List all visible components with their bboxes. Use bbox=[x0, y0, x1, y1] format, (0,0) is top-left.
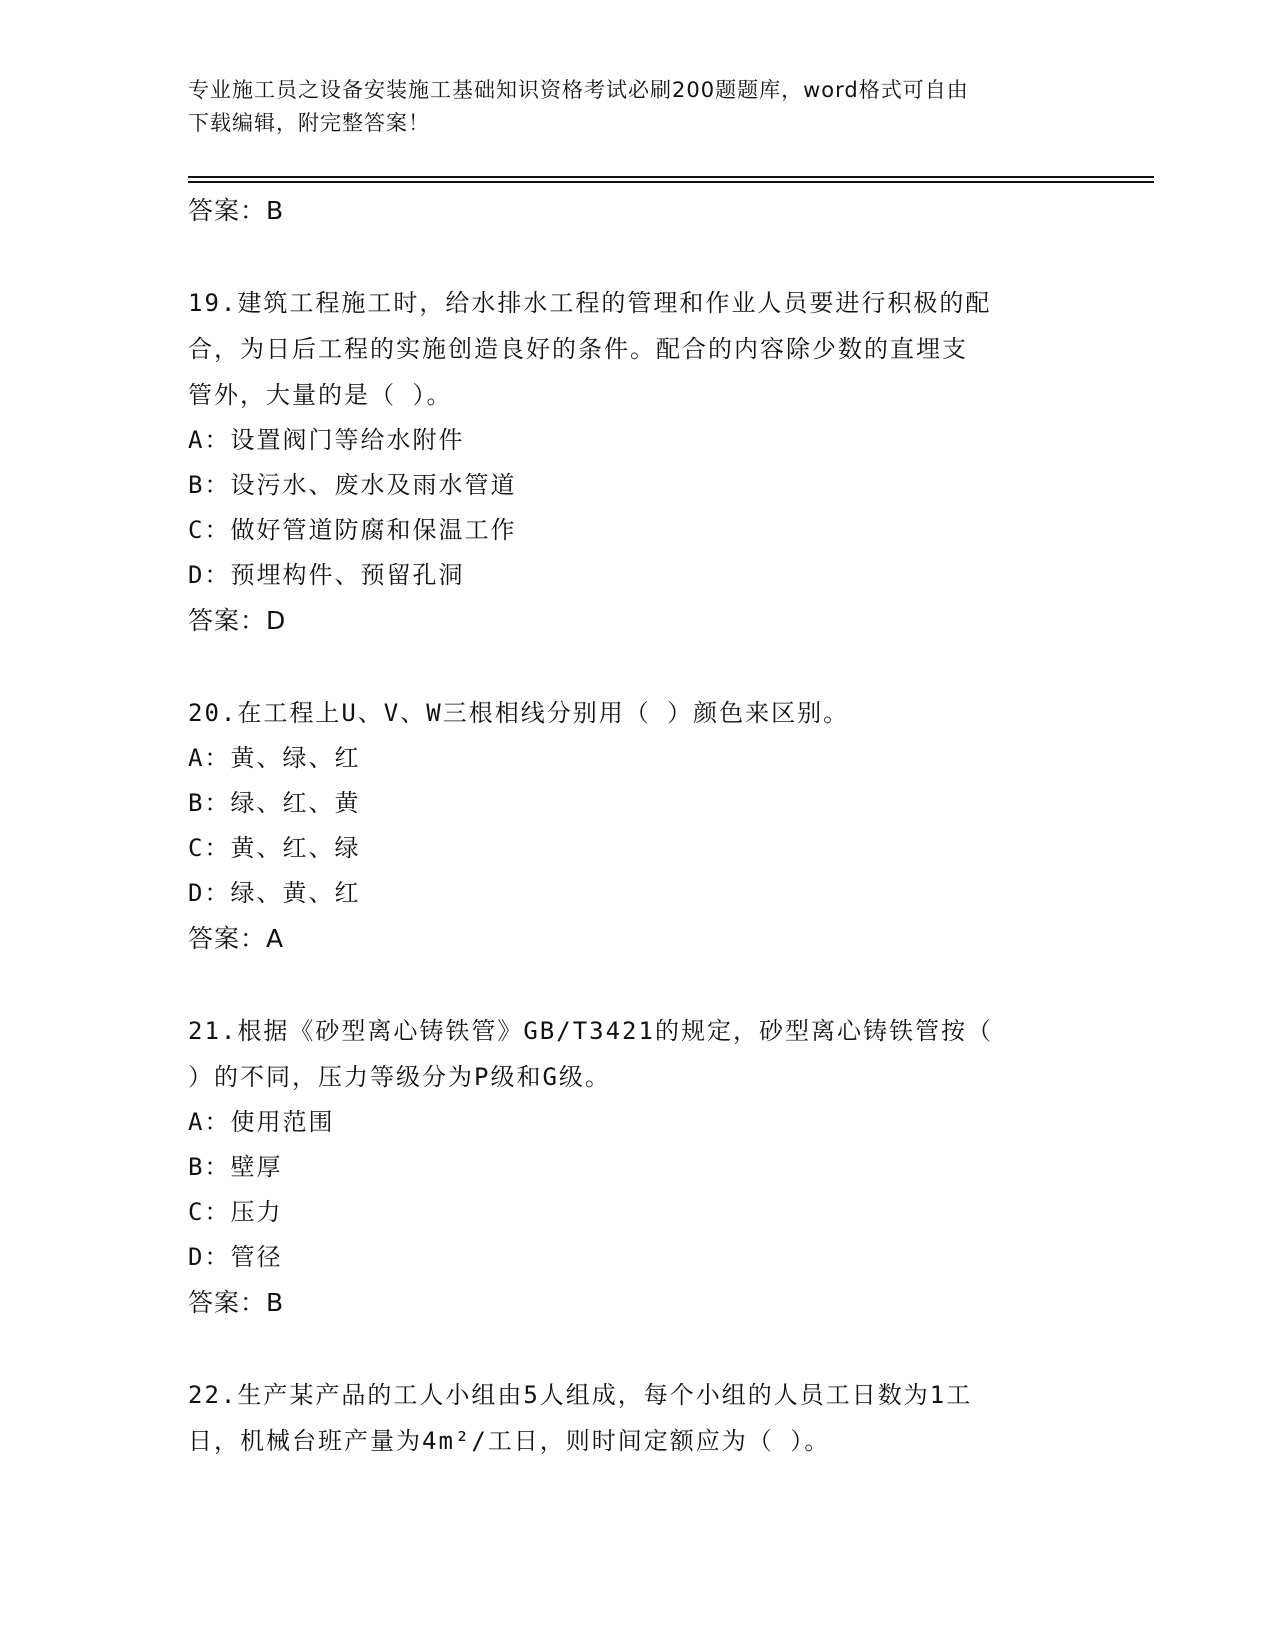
answer-label: 答案：A bbox=[188, 924, 285, 953]
question-19 bbox=[188, 280, 1088, 644]
question-20 bbox=[188, 690, 1088, 962]
question-line: 22.生产某产品的工人小组由5人组成，每个小组的人员工日数为1工 bbox=[188, 1381, 973, 1409]
question-line: 21.根据《砂型离心铸铁管》GB/T3421的规定，砂型离心铸铁管按（ bbox=[188, 1017, 993, 1045]
header-divider-bottom bbox=[188, 181, 1154, 183]
option-d: D：预埋构件、预留孔洞 bbox=[188, 561, 465, 589]
question-text bbox=[188, 280, 1088, 418]
question-line: 管外，大量的是（ ）。 bbox=[188, 381, 453, 409]
header-divider-top bbox=[188, 176, 1154, 178]
question-text bbox=[188, 1008, 1088, 1100]
option-d: D：管径 bbox=[188, 1243, 283, 1271]
answer-label: 答案：B bbox=[188, 196, 285, 225]
option-a: A：设置阀门等给水附件 bbox=[188, 426, 465, 454]
question-line: 合，为日后工程的实施创造良好的条件。配合的内容除少数的直埋支 bbox=[188, 335, 968, 363]
option-c: C：黄、红、绿 bbox=[188, 834, 361, 862]
question-text bbox=[188, 690, 1088, 736]
option-a: A：使用范围 bbox=[188, 1108, 335, 1136]
question-22 bbox=[188, 1372, 1088, 1464]
header-line-2: 下载编辑，附完整答案！ bbox=[188, 111, 430, 135]
answer-label: 答案：B bbox=[188, 1288, 285, 1317]
option-c: C：压力 bbox=[188, 1198, 283, 1226]
question-text bbox=[188, 1372, 1088, 1464]
question-line: 日，机械台班产量为4m²/工日，则时间定额应为（ ）。 bbox=[188, 1427, 831, 1455]
option-a: A：黄、绿、红 bbox=[188, 744, 361, 772]
answer-label: 答案：D bbox=[188, 606, 287, 635]
option-d: D：绿、黄、红 bbox=[188, 879, 361, 907]
question-line: ）的不同，压力等级分为P级和G级。 bbox=[188, 1063, 611, 1091]
option-b: B：绿、红、黄 bbox=[188, 789, 361, 817]
page-header bbox=[188, 74, 1088, 140]
question-21 bbox=[188, 1008, 1088, 1326]
option-b: B：设污水、废水及雨水管道 bbox=[188, 471, 517, 499]
option-b: B：壁厚 bbox=[188, 1153, 283, 1181]
header-line-1: 专业施工员之设备安装施工基础知识资格考试必刷200题题库，word格式可自由 bbox=[188, 78, 969, 102]
option-c: C：做好管道防腐和保温工作 bbox=[188, 516, 517, 544]
document-body bbox=[188, 188, 1088, 1464]
question-line: 20.在工程上U、V、W三根相线分别用（ ）颜色来区别。 bbox=[188, 699, 850, 727]
question-line: 19.建筑工程施工时，给水排水工程的管理和作业人员要进行积极的配 bbox=[188, 289, 992, 317]
